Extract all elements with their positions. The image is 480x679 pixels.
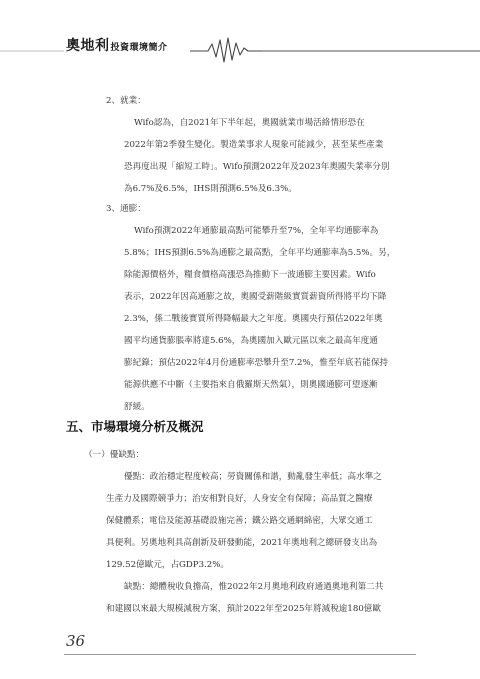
footer-rule <box>64 654 416 655</box>
inflation-label: 3、通膨： <box>106 204 146 214</box>
inflation-line-9: 舒緩。 <box>124 402 150 412</box>
pros-cons-label: （一）優缺點： <box>84 450 145 460</box>
pros-line-5: 129.52億歐元，占GDP3.2%。 <box>106 560 230 570</box>
inflation-line-3: 除能源價格外，糧食價格高漲恐為推動下一波通膨主要因素。Wifo <box>124 270 376 280</box>
pros-line-4: 具便利。另奧地利具高創新及研發動能，2021年奧地利之總研發支出為 <box>106 538 378 548</box>
inflation-line-5: 2.3%，係二戰後實質所得降幅最大之年度。奧國央行預估2022年奧 <box>124 314 383 324</box>
inflation-line-2: 5.8%；IHS預測6.5%為通膨之最高點，全年平均通膨率為5.5%。另， <box>124 248 396 258</box>
cons-line-1: 缺點：總體稅收負擔高，惟2022年2月奧地利政府通過奧地利第二共 <box>124 582 384 592</box>
pros-line-3: 保健體系；電信及能源基礎設施完善；鐵公路交通網綿密，大眾交通工 <box>106 516 373 526</box>
inflation-line-8: 能源供應不中斷（主要指來自俄羅斯天然氣），則奧國通膨可望逐漸 <box>124 380 378 390</box>
employment-line-2: 2022年第2季發生變化。製造業事求人現象可能減少，甚至某些產業 <box>124 140 384 150</box>
employment-line-1: Wifo認為，自2021年下半年起，奧國就業市場活絡情形恐在 <box>134 118 365 128</box>
employment-line-3: 恐再度出現「縮短工時」。Wifo預測2022年及2023年奧國失業率分別 <box>124 162 390 172</box>
cons-line-2: 和建國以來最大規模減稅方案，預計2022年至2025年將減稅逾180億歐 <box>106 604 381 614</box>
inflation-line-4: 表示，2022年因高通膨之故，奧國受薪階級實質薪資所得將平均下降 <box>124 292 387 302</box>
employment-line-4: 為6.7%及6.5%，IHS則預測6.5%及6.3%。 <box>124 184 297 194</box>
pros-line-2: 生產力及國際競爭力；治安相對良好，人身安全有保障；高品質之醫療 <box>106 494 373 504</box>
inflation-line-7: 膨紀錄；預估2022年4月份通膨率恐攀升至7.2%，惟至年底若能保持 <box>124 358 389 368</box>
page-number: 36 <box>66 632 86 650</box>
inflation-line-6: 國平均通貨膨脹率將達5.6%，為奧國加入歐元區以來之最高年度通 <box>124 336 378 346</box>
employment-label: 2、就業： <box>106 96 146 106</box>
header-title-sub: 投資環境簡介 <box>110 43 168 53</box>
pros-line-1: 優點：政治穩定程度較高；勞資關係和諧，動亂發生率低；高水準之 <box>124 472 382 482</box>
inflation-line-1: Wifo預測2022年通膨最高點可能攀升至7%，全年平均通膨率為 <box>134 226 379 236</box>
header-title-main: 奧地利 <box>66 38 110 54</box>
section-heading-market: 五、市場環境分析及概況 <box>66 419 204 434</box>
